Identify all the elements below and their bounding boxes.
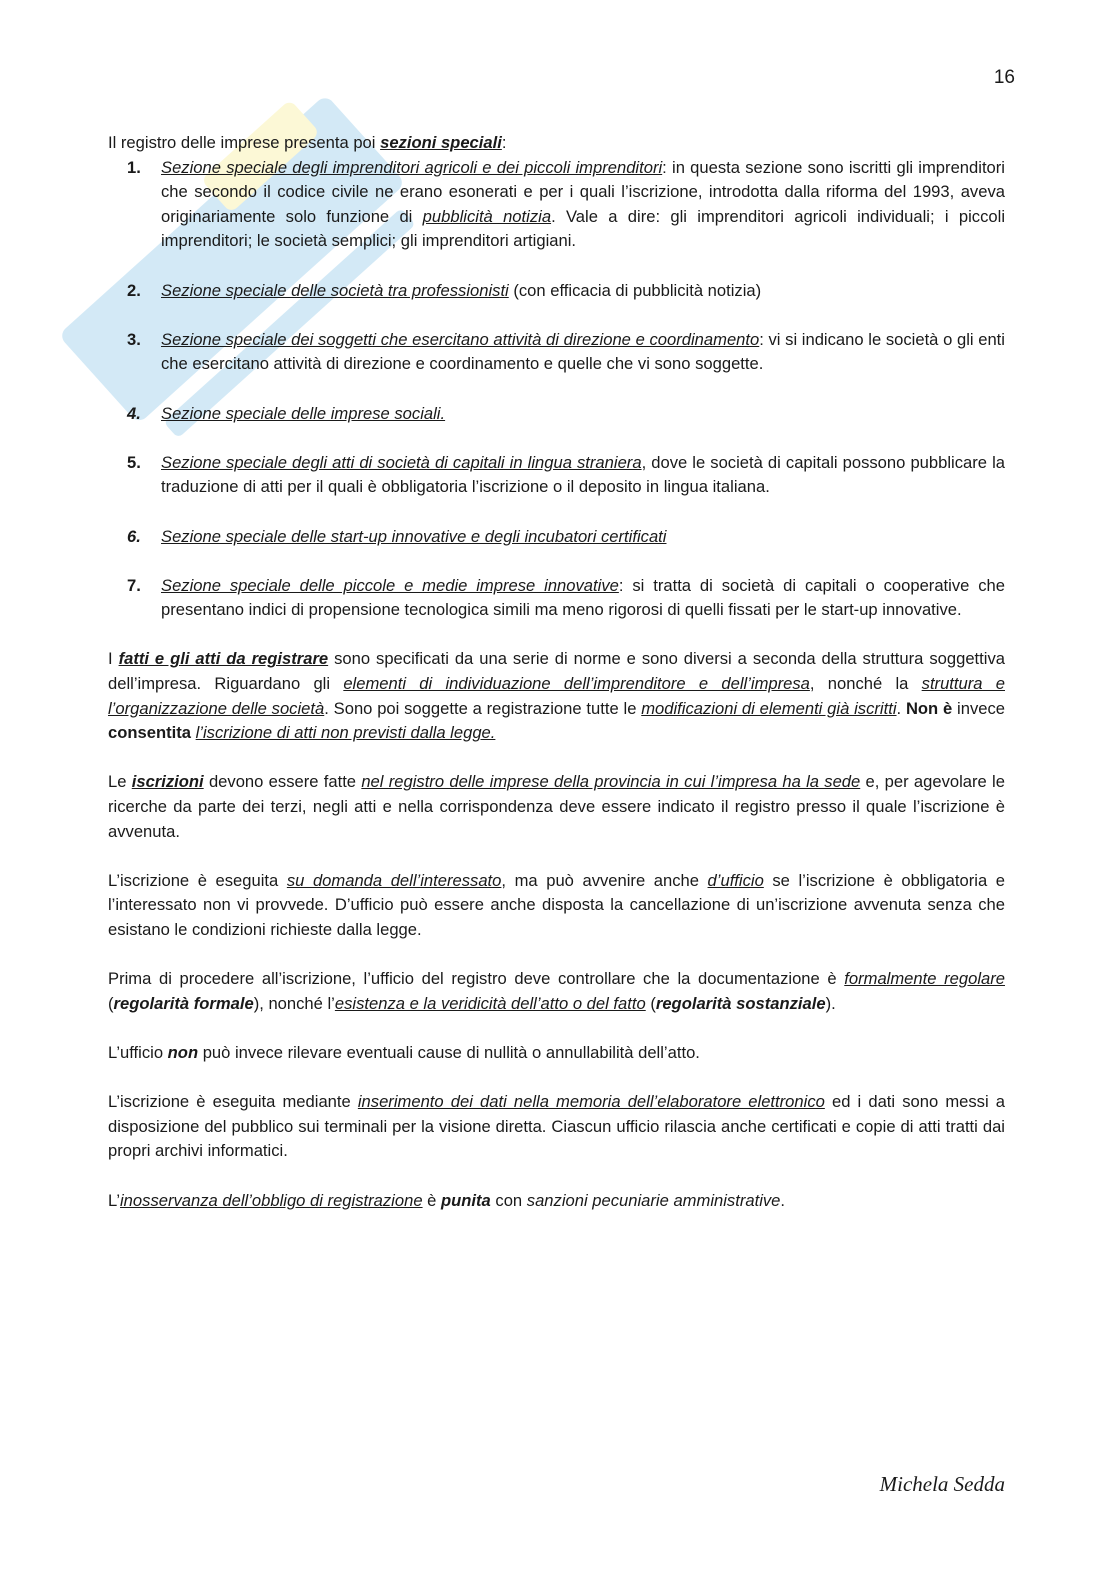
paragraph-eseguita: L’iscrizione è eseguita su domanda dell’interessato, ma può avvenire anche d’ufficio se l’iscrizione è obbligatoria e l’interessato non vi provvede. D’ufficio può essere anche disposta la cancellazione di un’iscrizione avvenuta senza che esistano le condizioni richieste dalla legge. — [108, 870, 1005, 939]
paragraph-memoria: L’iscrizione è eseguita mediante inserimento dei dati nella memoria dell’elaboratore elettronico ed i dati sono messi a disposizione del pubblico sui terminali per la visione diretta. Ciascun ufficio rilascia anche certificati e copie di atti tratti dai propri archivi informatici. — [108, 1092, 1005, 1161]
paragraph-controllo: Prima di procedere all’iscrizione, l’ufficio del registro deve controllare che la documentazione è formalmente regolare (regolarità formale), nonché l’esistenza e la veridicità dell’atto o del fatto (regolarità sostanziale). — [108, 969, 1005, 1013]
paragraph-nullita: L’ufficio non può invece rilevare eventuali cause di nullità o annullabilità dell’atto. — [108, 1042, 700, 1062]
paragraph-iscrizioni: Le iscrizioni devono essere fatte nel registro delle imprese della provincia in cui l’impresa ha la sede e, per agevolare le ricerche da parte dei terzi, negli atti e nella corrispondenza deve essere indicato il registro presso il quale l’iscrizione è avvenuta. — [108, 772, 1005, 841]
intro-paragraph: Il registro delle imprese presenta poi sezioni speciali: — [108, 133, 507, 152]
list-item: 4. Sezione speciale delle imprese sociali. — [127, 403, 446, 423]
list-item: 6. Sezione speciale delle start-up innovative e degli incubatori certificati — [127, 526, 667, 546]
list-item: 1. Sezione speciale degli imprenditori agricoli e dei piccoli imprenditori: in questa sezione sono iscritti gli imprenditori che secondo il codice civile ne erano esonerati e per i quali l’iscrizione, introdotta dalla riforma del 1993, aveva originariamente solo funzione di pubblicità notizia. Vale a dire: gli imprenditori agricoli individuali; i piccoli imprenditori; le società semplici; gli imprenditori artigiani. — [127, 157, 1006, 251]
list-item: 7. Sezione speciale delle piccole e medie imprese innovative: si tratta di società di capitali o cooperative che presentano indici di propensione tecnologica simili ma meno rigorosi di quelli fissati per le start-up innovative. — [127, 575, 1006, 620]
author-footer: Michela Sedda — [879, 1472, 1005, 1496]
list-item: 2. Sezione speciale delle società tra professionisti (con efficacia di pubblicità notizia) — [127, 280, 762, 300]
page-number: 16 — [993, 67, 1015, 88]
list-item: 3. Sezione speciale dei soggetti che esercitano attività di direzione e coordinamento: vi si indicano le società o gli enti che esercitano attività di direzione e coordinamento e quelle che vi sono soggette. — [127, 329, 1005, 374]
special-sections-list — [108, 156, 1005, 623]
document-body — [108, 131, 1005, 1238]
paragraph-fatti-atti: I fatti e gli atti da registrare sono specificati da una serie di norme e sono diversi a seconda della struttura soggettiva dell’impresa. Riguardano gli elementi di individuazione dell’imprenditore e dell’impresa, nonché la struttura e l’organizzazione delle società. Sono poi soggette a registrazione tutte le modificazioni di elementi già iscritti. Non è invece consentita l’iscrizione di atti non previsti dalla legge. — [108, 649, 1005, 743]
paragraph-sanzioni: L’inosservanza dell’obbligo di registrazione è punita con sanzioni pecuniarie amministrative. — [108, 1190, 786, 1210]
list-item: 5. Sezione speciale degli atti di società di capitali in lingua straniera, dove le società di capitali possono pubblicare la traduzione di atti per il quali è obbligatoria l’iscrizione o il deposito in lingua italiana. — [127, 452, 1005, 497]
